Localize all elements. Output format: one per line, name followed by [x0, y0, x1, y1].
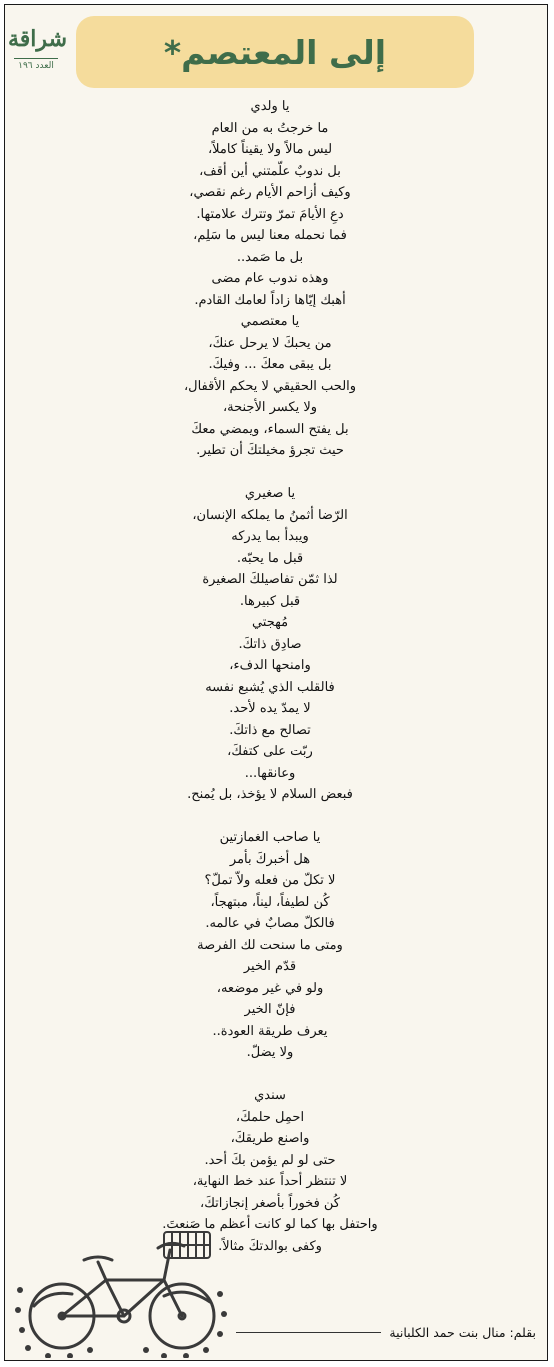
poem-line: ولا يكسر الأجنحة، — [222, 400, 318, 415]
author-divider — [236, 1332, 381, 1333]
poem-line: لذا ثمّن تفاصيلكَ الصغيرة — [202, 572, 338, 587]
poem-line: بل يفتح السماء، ويمضي معكَ — [191, 421, 349, 437]
author-name: بقلم: منال بنت حمد الكلبانية — [389, 1324, 536, 1340]
poem-line: يا معتصمي — [240, 314, 300, 329]
logo-divider — [14, 58, 58, 59]
poem-line: ليس مالاً ولا يقيناً كاملاً، — [207, 142, 333, 157]
poem-line: لا تنتظر أحداً عند خط النهاية، — [192, 1174, 348, 1189]
poem-line: أهبك إيّاها زاداً لعامك القادم. — [194, 292, 346, 308]
poem-line: قبل ما يحبّه. — [236, 550, 304, 566]
poem-line: ويبدأ بما يدركه — [231, 529, 309, 544]
poem-line: والحب الحقيقي لا يحكم الأقفال، — [183, 378, 357, 394]
poem-line: دعِ الأيامَ تمرّ وتترك علامتها. — [196, 206, 344, 222]
poem-stanza — [60, 827, 480, 1064]
title-banner — [76, 16, 474, 88]
poem-line: صادِق ذاتكَ. — [238, 636, 302, 652]
poem-line: فالكلّ مصابٌ في عالمه. — [205, 916, 335, 931]
poem-body — [60, 96, 480, 1279]
poem-line: وكيف أزاحم الأيام رغم نقصي، — [189, 185, 351, 200]
poem-line: واصنع طريقكَ، — [230, 1131, 310, 1146]
poem-stanza — [60, 96, 480, 462]
poem-line: حيث تجرؤ مخيلتكَ أن تطير. — [196, 443, 344, 458]
poem-line: كُن فخوراً بأصغر إنجازاتكَ، — [200, 1195, 340, 1211]
poem-line: قبل كبيرها. — [239, 593, 301, 609]
poem-line: يا ولدي — [250, 99, 290, 114]
bicycle-illustration-icon — [14, 1210, 230, 1358]
poem-line: حتى لو لم يؤمن بكَ أحد. — [204, 1152, 336, 1168]
issue-number: العدد ١٩٦ — [18, 61, 54, 71]
poem-line: وامنحها الدفء، — [229, 658, 311, 673]
poem-line: يعرف طريقة العودة.. — [212, 1023, 328, 1039]
poem-line: فبعض السلام لا يؤخذ، بل يُمنح. — [187, 787, 353, 802]
poem-line: فإنّ الخير — [244, 1002, 296, 1017]
poem-line: فالقلب الذي يُشبع نفسه — [205, 679, 335, 695]
publication-logo — [8, 22, 67, 88]
poem-line: هل أخبركَ بأمر — [229, 851, 311, 867]
poem-line: وعانقها... — [244, 765, 296, 781]
poem-line: يا صغيري — [244, 486, 296, 501]
author-credit — [236, 1320, 536, 1344]
poem-line: بل ما صَمد.. — [236, 249, 304, 265]
poem-line: يا صاحب الغمازتين — [219, 830, 321, 845]
logo-wordmark: شراقة — [8, 26, 67, 52]
poem-line: من يحبكَ لا يرحل عنكَ، — [208, 335, 332, 351]
poem-line: ما خرجتُ به من العام — [211, 120, 329, 136]
poem-line: ربّت على كتفكَ، — [227, 744, 313, 759]
poem-line: لا يمدّ يده لأحد. — [229, 701, 311, 716]
poem-line: احمِل حلمكَ، — [235, 1109, 305, 1125]
poem-line: تصالح مع ذاتكَ. — [229, 722, 311, 738]
poem-line: بل يبقى معكَ ... وفيكَ. — [208, 357, 332, 372]
poem-line: الرّضا أثمنُ ما يملكه الإنسان، — [192, 507, 348, 523]
poem-line: مُهجتي — [251, 615, 289, 630]
poem-stanza — [60, 483, 480, 806]
poem-line: بل ندوبٌ علّمتني أين أقف، — [199, 163, 341, 179]
page-title: إلى المعتصم* — [163, 32, 387, 72]
poem-line: ولا يضلّ. — [246, 1045, 294, 1060]
poem-line: ولو في غير موضعه، — [216, 980, 324, 996]
poem-line: قدّم الخير — [243, 959, 297, 974]
poem-line: واحتفل بها كما لو كانت أعظم ما صَنعتَ. — [162, 1217, 378, 1232]
poem-line: وكفى بوالدتكَ مثالاً. — [218, 1238, 322, 1254]
poem-line: سندي — [254, 1088, 286, 1103]
poem-line: ومتى ما سنحت لك الفرصة — [197, 937, 343, 953]
poem-line: وهذه ندوب عام مضى — [211, 271, 329, 286]
poem-line: كُن لطيفاً، ليناً، مبتهجاً، — [210, 894, 330, 910]
poem-line: فما نحمله معنا ليس ما سَلِم، — [193, 228, 347, 243]
poem-line: لا تكلّ من فعله ولاّ تملّ؟ — [204, 873, 336, 888]
